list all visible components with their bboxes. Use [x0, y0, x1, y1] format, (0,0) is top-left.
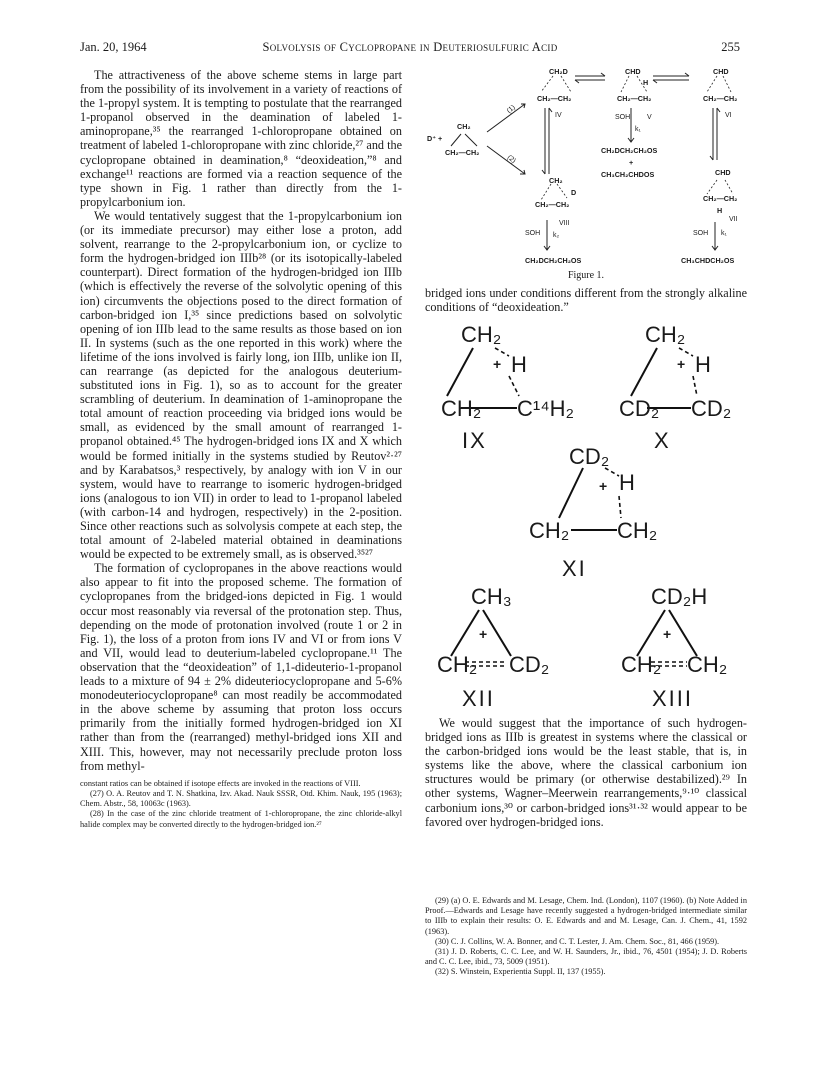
structure-numeral: XIII	[652, 686, 694, 711]
species-label: CH₂—CH₂	[445, 148, 480, 157]
deuteron-reagent: D⁺ +	[427, 134, 443, 143]
left-column	[80, 68, 402, 830]
paragraph: bridged ions under conditions different from the strongly alkaline conditions of “deoxideation.”	[425, 286, 747, 315]
charge-symbol: +	[599, 478, 608, 494]
product-label: CH₃CH₂CHDOS	[601, 170, 655, 179]
atom-label: CH₂	[529, 518, 570, 543]
atom-label: CD₂	[619, 396, 660, 421]
paragraph: We would suggest that the importance of such hydrogen-bridged ions as IIIb is greatest in systems where the classical or the carbon-bridged ions would be the least stable, that is, in systems like the above, where the classical carbonium ion structures would be primary (or otherwise destabilized).²⁹ In other systems, Wagner–Meerwein rearrangements,⁹·¹⁰ classical carbonium ions,³⁰ or carbon-bridged ions³¹·³² would appear to be favored over hydrogen-bridged ions.	[425, 716, 747, 829]
species-label: H	[717, 206, 723, 215]
route-label: (1)	[505, 104, 517, 115]
reagent-label: SOH	[615, 114, 631, 121]
product-label: CH₃CHDCH₂OS	[681, 256, 735, 265]
species-label: CH₂—CH₂	[703, 194, 738, 203]
footnote: (29) (a) O. E. Edwards and M. Lesage, Chem. Ind. (London), 1107 (1960). (b) Note Added in Proof.—Edwards and Lesage have recently suggested a hydrogen-bridged intermediate similar to IIIb to explain their results: O. E. Edwards and and M. Lesage, Can. J. Chem., 41, 1592 (1963).	[425, 896, 747, 936]
product-label: CH₂DCH₂CH₂OS	[525, 256, 582, 265]
species-label: CH₂	[457, 122, 471, 131]
ion-label: IV	[555, 112, 562, 119]
right-column-bottom	[425, 716, 747, 829]
header-date: Jan. 20, 1964	[80, 40, 147, 54]
reaction-scheme-figure	[425, 64, 747, 286]
reagent-label: SOH	[693, 230, 709, 237]
paragraph: The attractiveness of the above scheme stems in large part from the possibility of its involvement in a variety of reactions of the 1-propyl system. It is tempting to postulate that the rearranged 1-propanol observed in the deamination of labeled 1-aminopropane,³⁵ the rearranged 1-chloropropane obtained on treatment of labeled 1-chloropropane with zinc chloride,²⁷ and the cyclopropane obtained in deamination,⁸ “deoxideation,”⁸ and exchange¹¹ reactions are formed via a reaction sequence of the type shown in Fig. 1 rather than directly from the 1-propylcarbonium ion.	[80, 68, 402, 209]
product-plus: +	[629, 158, 634, 167]
atom-label: H	[511, 352, 527, 377]
charge-symbol: +	[493, 356, 502, 372]
figure-caption: Figure 1.	[567, 270, 605, 281]
scheme-lines	[425, 64, 747, 270]
reagent-label: SOH	[525, 230, 541, 237]
ion-label: VI	[725, 112, 732, 119]
rate-label: k₁	[635, 126, 641, 133]
species-label: CH₂D	[549, 67, 568, 76]
species-label: CH₂—CH₂	[535, 200, 570, 209]
atom-label: CH₂	[437, 652, 478, 677]
atom-label: CH₂	[461, 322, 502, 347]
structure-labels	[425, 320, 747, 710]
ion-label: VIII	[559, 220, 570, 227]
atom-label: H	[619, 470, 635, 495]
atom-label: CH₂	[621, 652, 662, 677]
atom-label: CH₂	[645, 322, 686, 347]
footnote: (31) J. D. Roberts, C. C. Lee, and W. H. Saunders, Jr., ibid., 76, 4501 (1954); J. D. Roberts and C. C. Lee, ibid., 73, 5009 (1951).	[425, 947, 747, 967]
species-label: CH₂—CH₂	[703, 94, 738, 103]
atom-label: CD₂	[509, 652, 550, 677]
species-label: CHD	[715, 168, 731, 177]
species-label: CH₂	[549, 176, 563, 185]
species-label: CHD	[625, 67, 641, 76]
charge-symbol: +	[677, 356, 686, 372]
atom-label: CH₂	[441, 396, 482, 421]
route-label: (2)	[505, 154, 517, 165]
ion-label: VII	[729, 216, 738, 223]
footnote: constant ratios can be obtained if isotope effects are invoked in the reactions of VIII.	[80, 778, 361, 788]
footnotes-left	[80, 779, 402, 830]
structure-numeral: X	[654, 428, 671, 453]
atom-label: CD₂	[569, 444, 610, 469]
structure-numeral: XII	[462, 686, 495, 711]
structure-numeral: IX	[462, 428, 487, 453]
page-number: 255	[721, 40, 740, 54]
species-label: CHD	[713, 67, 729, 76]
species-label: D	[571, 188, 577, 197]
paragraph: The formation of cyclopropanes in the above reactions would also appear to fit into the proposed scheme. The formation of cyclopropanes from the bridged-ions depicted in Fig. 1 would occur most reasonably via reversal of the protonation step. Thus, depending on the mode of protonation involved (route 1 or 2 in Fig. 1), the loss of a proton from ions IV and VI or from ions V and VII, would lead to deuterium-labeled cyclopropane.¹¹ The observation that the “deoxideation” of 1,1-dideuterio-1-propanol leads to a mixture of 94 ± 2% dideuteriocyclopropane and 5-6% monodeuteriocyclopropane⁸ can most readily be accommodated in the above scheme by assuming that proton loss occurs primarily from the initially formed hydrogen-bridged ion XI rather than from the (rearranged) methyl-bridged ions XII and XIII. This, however, may not necessarily preclude proton loss from methyl-	[80, 561, 402, 773]
charge-symbol: +	[663, 626, 672, 642]
footnote: (27) O. A. Reutov and T. N. Shatkina, Izv. Akad. Nauk SSSR, Otd. Khim. Nauk, 195 (1963); Chem. Abstr., 58, 10063c (1963).	[80, 788, 402, 809]
header-title: Solvolysis of Cyclopropane in Deuteriosulfuric Acid	[262, 40, 558, 54]
footnote: (28) In the case of the zinc chloride treatment of 1-chloropropane, the zinc chloride-alkyl halide complex may be converted directly to the hydrogen-bridged ion.²⁷	[80, 809, 402, 829]
atom-label: H	[695, 352, 711, 377]
atom-label: CH₂	[687, 652, 728, 677]
product-label: CH₂DCH₂CH₂OS	[601, 146, 658, 155]
species-label: CH₂—CH₂	[617, 94, 652, 103]
charge-symbol: +	[479, 626, 488, 642]
atom-label: CD₂	[691, 396, 732, 421]
atom-label: C¹⁴H₂	[517, 396, 575, 421]
structure-numeral: XI	[562, 556, 587, 581]
footnotes-right	[425, 896, 747, 978]
rate-label: k₁	[721, 230, 727, 237]
footnote: (30) C. J. Collins, W. A. Bonner, and C. T. Lester, J. Am. Chem. Soc., 81, 466 (1959).	[435, 936, 720, 946]
atom-label: CH₂	[617, 518, 658, 543]
species-label: CH₂—CH₂	[537, 94, 572, 103]
atom-label: CD₂H	[651, 584, 708, 609]
species-label: H	[643, 78, 649, 87]
right-column-top	[425, 286, 747, 314]
ion-label: V	[647, 114, 652, 121]
running-header	[80, 40, 740, 56]
footnote: (32) S. Winstein, Experientia Suppl. II, 137 (1955).	[435, 967, 606, 977]
atom-label: CH₃	[471, 584, 512, 609]
paragraph: We would tentatively suggest that the 1-propylcarbonium ion (or its immediate precursor) may either lose a proton, add solvent, rearrange to the 2-propylcarbonium ion, or cyclize to form the hydrogen-bridged ion IIIb²⁸ (or its isotopically-labeled counterpart). Direct formation of the hydrogen-bridged ion IIIb (which is effectively the reverse of the solvolytic opening of this ion) circumvents the objections posed to the direct formation of carbon-bridged ion I,³⁵ since predictions based on solvolytic opening of ion IIIb lead to the same results as those based on ion II. In systems (such as the one reported in this work) where the lifetime of the ions involved is fairly long, ion IIIb, unlike ion II, can rearrange (as depicted for the analogous deuterium-substituted ions in Fig. 1), so as to account for the greater scrambling of deuterium. In deamination of 1-aminopropane the total amount of reaction proceeding via bridged ions would be small, as evidenced by the small amount of rearranged 1-propanol obtained.⁴⁵ The hydrogen-bridged ions IX and X which would be formed initially in the systems studied by Reutov²·²⁷ and by Karabatsos,³ respectively, by analogy with ion V in our system, would have to rearrange to isomeric hydrogen-bridged ions (analogous to ion VII) in order to lead to 1-propanol labeled (with carbon-14 and hydrogen, respectively) in the 2-position. Since other reactions such as solvolysis compete at each step, the total amount of 2-labeled material obtained in deaminations would be expected to be extremely small, as is observed.³⁵²⁷	[80, 208, 402, 562]
rate-label: k₂	[553, 232, 560, 239]
